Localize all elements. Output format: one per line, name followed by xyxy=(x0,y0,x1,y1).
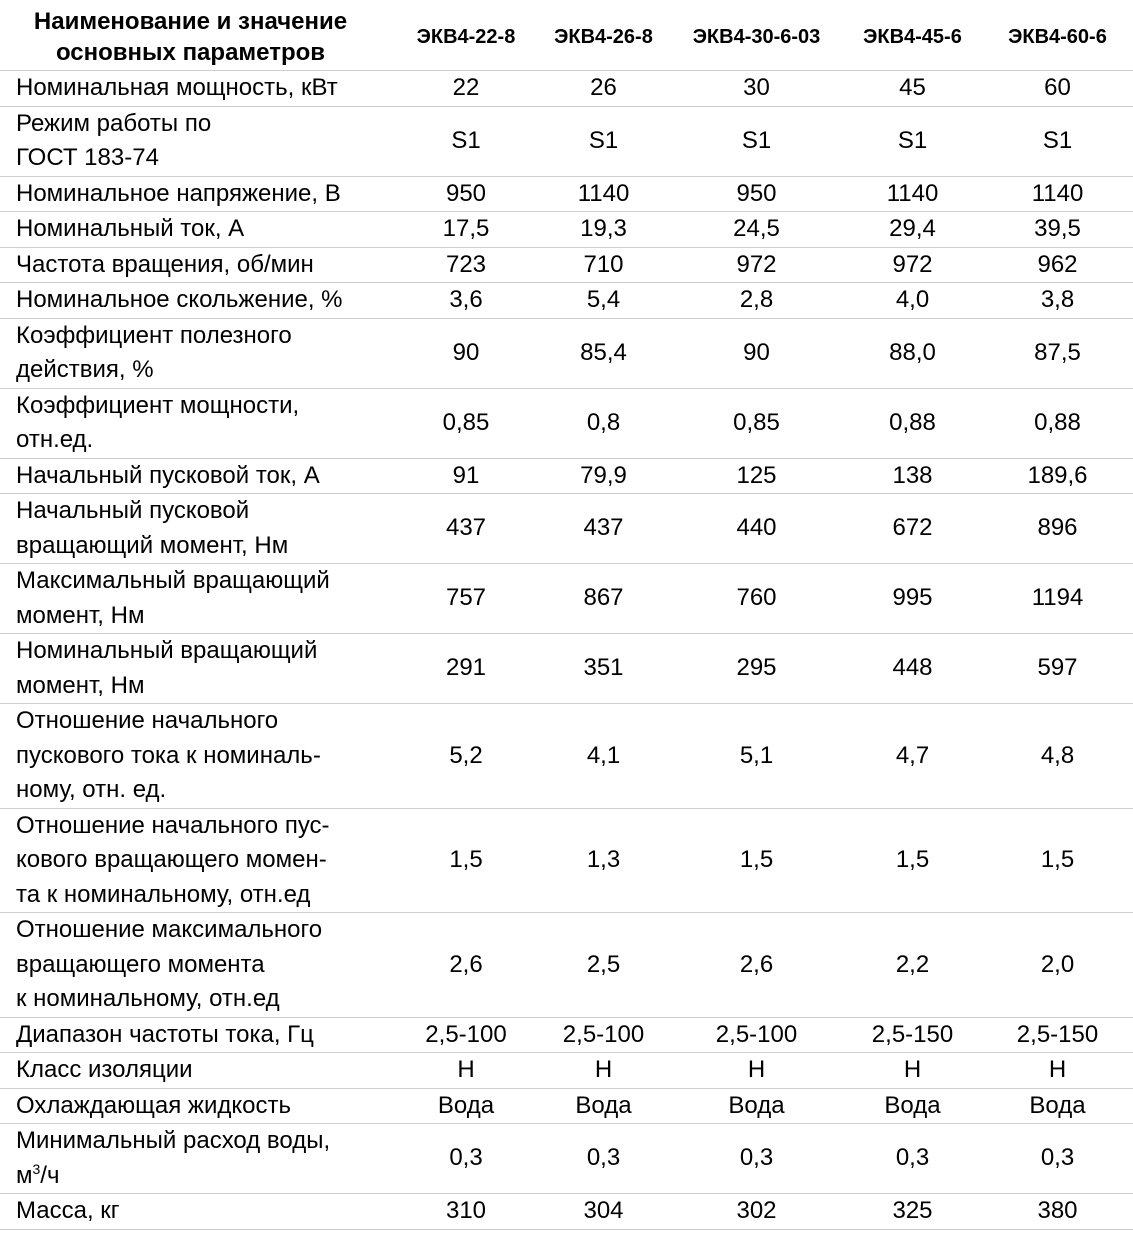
value-cell: 90 xyxy=(670,318,843,388)
specifications-table xyxy=(0,2,1133,1230)
value-cell: Вода xyxy=(395,1088,537,1124)
value-cell: 4,8 xyxy=(982,704,1133,809)
parameter-cell: Масса, кг xyxy=(0,1194,395,1230)
value-cell: 5,4 xyxy=(537,283,670,319)
value-cell: 5,2 xyxy=(395,704,537,809)
value-cell: 24,5 xyxy=(670,212,843,248)
value-cell: 2,6 xyxy=(670,913,843,1018)
value-cell: 2,2 xyxy=(843,913,982,1018)
value-cell: S1 xyxy=(537,106,670,176)
parameter-cell: Максимальный вращающий момент, Нм xyxy=(0,564,395,634)
value-cell: 2,5-150 xyxy=(843,1017,982,1053)
table-body xyxy=(0,71,1133,1230)
parameter-cell: Коэффициент мощности, отн.ед. xyxy=(0,388,395,458)
parameter-cell: Отношение начального пускового тока к номиналь- ному, отн. ед. xyxy=(0,704,395,809)
value-cell: 4,0 xyxy=(843,283,982,319)
value-cell: 26 xyxy=(537,71,670,107)
value-cell: 2,8 xyxy=(670,283,843,319)
parameter-cell: Номинальный ток, А xyxy=(0,212,395,248)
value-cell: 85,4 xyxy=(537,318,670,388)
value-cell: 1,3 xyxy=(537,808,670,913)
parameter-cell: Частота вращения, об/мин xyxy=(0,247,395,283)
value-cell: 597 xyxy=(982,634,1133,704)
value-cell: 91 xyxy=(395,458,537,494)
parameter-cell: Номинальное скольжение, % xyxy=(0,283,395,319)
value-cell: 295 xyxy=(670,634,843,704)
value-cell: 2,5 xyxy=(537,913,670,1018)
value-cell: 4,1 xyxy=(537,704,670,809)
value-cell: 3,8 xyxy=(982,283,1133,319)
value-cell: Н xyxy=(395,1053,537,1089)
parameter-text: Минимальный расход воды, м xyxy=(16,1127,331,1189)
value-cell: 87,5 xyxy=(982,318,1133,388)
value-cell: 962 xyxy=(982,247,1133,283)
value-cell: Н xyxy=(670,1053,843,1089)
value-cell: 2,5-150 xyxy=(982,1017,1133,1053)
value-cell: 0,3 xyxy=(843,1124,982,1194)
value-cell: 325 xyxy=(843,1194,982,1230)
value-cell: 1140 xyxy=(843,176,982,212)
value-cell: 0,3 xyxy=(982,1124,1133,1194)
value-cell: 440 xyxy=(670,494,843,564)
value-cell: Вода xyxy=(982,1088,1133,1124)
value-cell: 0,3 xyxy=(395,1124,537,1194)
parameter-column-header: Наименование и значение основных параметров xyxy=(33,8,348,66)
value-cell: 125 xyxy=(670,458,843,494)
value-cell: 60 xyxy=(982,71,1133,107)
model-column-header: ЭКВ4-60-6 xyxy=(1008,26,1107,48)
table-row xyxy=(0,71,1133,107)
value-cell: 723 xyxy=(395,247,537,283)
value-cell: 760 xyxy=(670,564,843,634)
value-cell: Н xyxy=(982,1053,1133,1089)
value-cell: 896 xyxy=(982,494,1133,564)
table-header-row xyxy=(0,2,1133,71)
value-cell: 0,3 xyxy=(537,1124,670,1194)
value-cell: 950 xyxy=(670,176,843,212)
value-cell: 19,3 xyxy=(537,212,670,248)
value-cell: 90 xyxy=(395,318,537,388)
model-column-header: ЭКВ4-26-8 xyxy=(554,26,653,48)
table-row xyxy=(0,388,1133,458)
value-cell: 3,6 xyxy=(395,283,537,319)
value-cell: 0,85 xyxy=(670,388,843,458)
parameter-cell: Начальный пусковой вращающий момент, Нм xyxy=(0,494,395,564)
value-cell: Н xyxy=(843,1053,982,1089)
parameter-cell: Номинальная мощность, кВт xyxy=(0,71,395,107)
value-cell: Вода xyxy=(843,1088,982,1124)
parameter-cell: Номинальный вращающий момент, Нм xyxy=(0,634,395,704)
value-cell: 437 xyxy=(537,494,670,564)
parameter-cell: Режим работы по ГОСТ 183-74 xyxy=(0,106,395,176)
value-cell: S1 xyxy=(982,106,1133,176)
value-cell: 0,88 xyxy=(843,388,982,458)
table-row xyxy=(0,1017,1133,1053)
value-cell: 672 xyxy=(843,494,982,564)
value-cell: 437 xyxy=(395,494,537,564)
value-cell: 950 xyxy=(395,176,537,212)
value-cell: 995 xyxy=(843,564,982,634)
parameter-cell: Отношение начального пус- кового вращающего момен- та к номинальному, отн.ед xyxy=(0,808,395,913)
table-row xyxy=(0,564,1133,634)
value-cell: 291 xyxy=(395,634,537,704)
value-cell: 2,5-100 xyxy=(670,1017,843,1053)
table-row xyxy=(0,913,1133,1018)
value-cell: 88,0 xyxy=(843,318,982,388)
value-cell: 138 xyxy=(843,458,982,494)
value-cell: Вода xyxy=(670,1088,843,1124)
table-row xyxy=(0,247,1133,283)
value-cell: 310 xyxy=(395,1194,537,1230)
parameter-cell: Класс изоляции xyxy=(0,1053,395,1089)
value-cell: Вода xyxy=(537,1088,670,1124)
value-cell: 351 xyxy=(537,634,670,704)
value-cell: 189,6 xyxy=(982,458,1133,494)
value-cell: 972 xyxy=(670,247,843,283)
model-column-header: ЭКВ4-45-6 xyxy=(863,26,962,48)
value-cell: 0,8 xyxy=(537,388,670,458)
table-row xyxy=(0,212,1133,248)
value-cell: 0,3 xyxy=(670,1124,843,1194)
value-cell: 39,5 xyxy=(982,212,1133,248)
value-cell: 757 xyxy=(395,564,537,634)
table-row xyxy=(0,176,1133,212)
value-cell: S1 xyxy=(843,106,982,176)
table-row xyxy=(0,1053,1133,1089)
table-row xyxy=(0,1088,1133,1124)
value-cell: 1,5 xyxy=(843,808,982,913)
parameter-cell: Охлаждающая жидкость xyxy=(0,1088,395,1124)
value-cell: 2,5-100 xyxy=(395,1017,537,1053)
value-cell: 2,0 xyxy=(982,913,1133,1018)
table-row xyxy=(0,1194,1133,1230)
value-cell: 0,88 xyxy=(982,388,1133,458)
table-row xyxy=(0,283,1133,319)
parameter-cell: Номинальное напряжение, В xyxy=(0,176,395,212)
value-cell: 302 xyxy=(670,1194,843,1230)
value-cell: 4,7 xyxy=(843,704,982,809)
parameter-cell: Коэффициент полезного действия, % xyxy=(0,318,395,388)
value-cell: 710 xyxy=(537,247,670,283)
parameter-cell: Начальный пусковой ток, А xyxy=(0,458,395,494)
model-column-header: ЭКВ4-30-6-03 xyxy=(692,26,821,48)
value-cell: 17,5 xyxy=(395,212,537,248)
value-cell: 1,5 xyxy=(395,808,537,913)
value-cell: 22 xyxy=(395,71,537,107)
table-row xyxy=(0,458,1133,494)
parameter-cell: Отношение максимального вращающего момента к номинальному, отн.ед xyxy=(0,913,395,1018)
value-cell: 1140 xyxy=(537,176,670,212)
table-row xyxy=(0,106,1133,176)
value-cell: 5,1 xyxy=(670,704,843,809)
table-row xyxy=(0,808,1133,913)
value-cell: S1 xyxy=(395,106,537,176)
value-cell: 1,5 xyxy=(670,808,843,913)
value-cell: S1 xyxy=(670,106,843,176)
table-row xyxy=(0,318,1133,388)
value-cell: 30 xyxy=(670,71,843,107)
value-cell: 2,6 xyxy=(395,913,537,1018)
table-row xyxy=(0,634,1133,704)
value-cell: 1194 xyxy=(982,564,1133,634)
model-column-header: ЭКВ4-22-8 xyxy=(416,26,516,48)
parameter-text-tail: /ч xyxy=(40,1161,60,1189)
parameter-superscript: 3 xyxy=(32,1160,41,1177)
parameter-cell xyxy=(0,1124,395,1194)
value-cell: 972 xyxy=(843,247,982,283)
value-cell: 448 xyxy=(843,634,982,704)
value-cell: 1,5 xyxy=(982,808,1133,913)
table-row xyxy=(0,1124,1133,1194)
value-cell: 304 xyxy=(537,1194,670,1230)
value-cell: 2,5-100 xyxy=(537,1017,670,1053)
value-cell: 79,9 xyxy=(537,458,670,494)
value-cell: 1140 xyxy=(982,176,1133,212)
parameter-cell: Диапазон частоты тока, Гц xyxy=(0,1017,395,1053)
value-cell: 0,85 xyxy=(395,388,537,458)
table-row xyxy=(0,494,1133,564)
value-cell: 380 xyxy=(982,1194,1133,1230)
value-cell: 29,4 xyxy=(843,212,982,248)
value-cell: Н xyxy=(537,1053,670,1089)
table-row xyxy=(0,704,1133,809)
value-cell: 867 xyxy=(537,564,670,634)
value-cell: 45 xyxy=(843,71,982,107)
